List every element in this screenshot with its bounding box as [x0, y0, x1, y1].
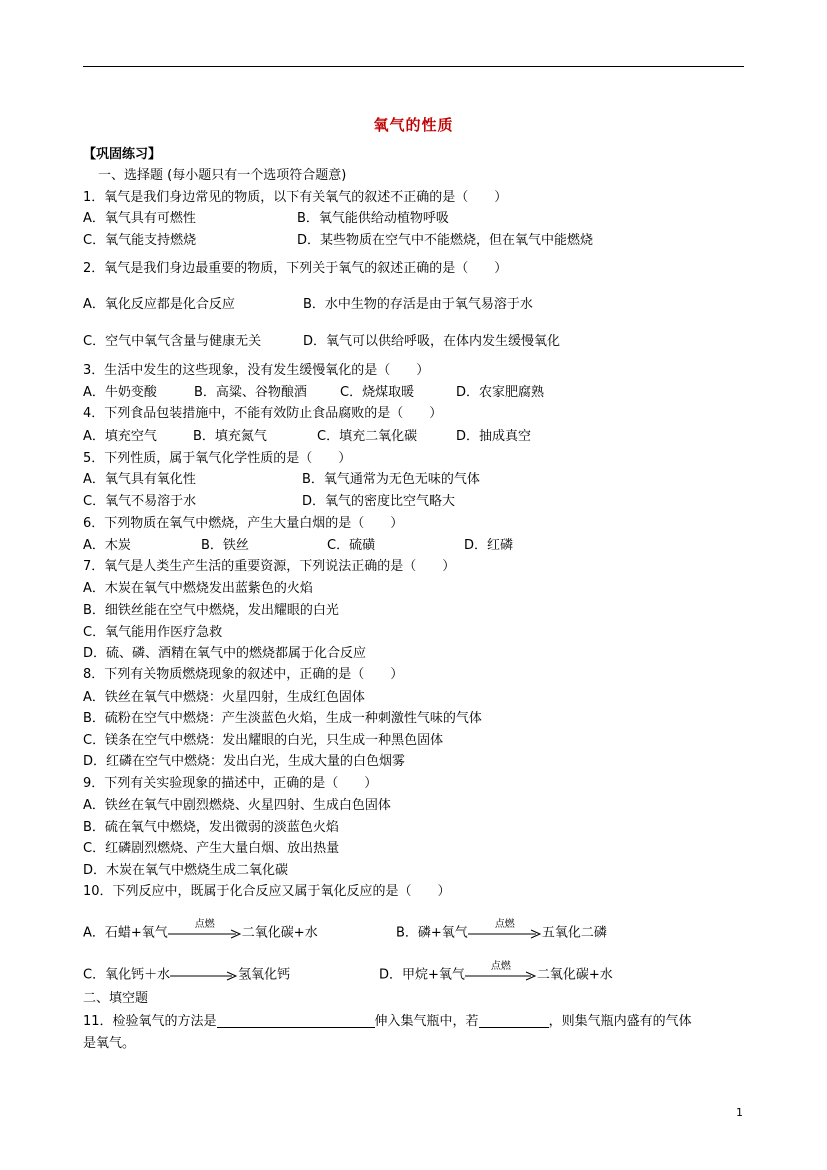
arrow-icon: [170, 966, 238, 984]
question-11-line2: 是氧气。: [83, 1036, 136, 1051]
question-3-option-c: C．烧煤取暖: [340, 385, 415, 400]
question-2-option-d: D．氧气可以供给呼吸，在体内发生缓慢氧化: [303, 334, 561, 349]
question-8-option-d: D．红磷在空气中燃烧：发出白光，生成大量的白色烟雾: [83, 754, 406, 769]
page-title: 氧气的性质: [373, 116, 454, 134]
reaction-arrow-d: [465, 961, 537, 984]
question-8-option-c: C．镁条在空气中燃烧：发出耀眼的白光，只生成一种黑色固体: [83, 733, 444, 748]
question-6-option-a: A．木炭: [83, 538, 131, 553]
question-9-option-d: D．木炭在氧气中燃烧生成二氧化碳: [83, 863, 289, 878]
question-5-option-c: C．氧气不易溶于水: [83, 494, 197, 509]
products-b: 五氧化二磷: [541, 925, 607, 941]
header-rule: [83, 66, 744, 67]
question-6-stem: 6．下列物质在氧气中燃烧，产生大量白烟的是（ ）: [83, 516, 404, 531]
question-4-option-c: C．填充二氧化碳: [317, 429, 418, 444]
question-2-option-c: C．空气中氧气含量与健康无关: [83, 334, 262, 349]
reaction-arrow-c: [170, 966, 238, 984]
question-6-option-c: C．硫磺: [327, 538, 376, 553]
reactants-d: D．甲烷+氧气: [379, 967, 465, 983]
question-5-option-a: A．氧气具有氧化性: [83, 472, 196, 487]
condition-label-d: 点燃: [490, 961, 511, 972]
question-4-option-d: D．抽成真空: [456, 429, 532, 444]
question-1-option-c: C．氧气能支持燃烧: [83, 233, 197, 248]
question-2-option-a: A．氧化反应都是化合反应: [83, 297, 235, 312]
question-5-option-d: D．氧气的密度比空气略大: [302, 494, 456, 509]
question-9-stem: 9．下列有关实验现象的描述中，正确的是（ ）: [83, 776, 378, 791]
question-11-post: ，则集气瓶内盛有的气体: [548, 1014, 692, 1029]
question-6-option-d: D．红磷: [464, 538, 514, 553]
question-10-option-a: [83, 919, 318, 943]
condition-label-a: 点燃: [194, 919, 215, 930]
answer-blank-2[interactable]: [479, 1013, 549, 1028]
reaction-arrow-a: [168, 919, 242, 942]
question-3-stem: 3．生活中发生的这些现象，没有发生缓慢氧化的是（ ）: [83, 363, 430, 378]
question-8-stem: 8．下列有关物质燃烧现象的叙述中，正确的是（ ）: [83, 667, 404, 682]
question-3-option-d: D．农家肥腐熟: [456, 385, 545, 400]
question-10-option-c: [83, 966, 290, 985]
question-10-option-d: [379, 961, 613, 985]
condition-label-b: 点燃: [494, 919, 515, 930]
question-8-option-a: A．铁丝在氧气中燃烧：火星四射，生成红色固体: [83, 690, 365, 705]
question-3-option-b: B．高粱、谷物酿酒: [194, 385, 307, 400]
question-11-mid: 伸入集气瓶中，若: [374, 1014, 479, 1029]
part-heading-fill: 二、填空题: [83, 991, 149, 1006]
reaction-arrow-b: [468, 919, 542, 942]
section-heading: 【巩固练习】: [83, 147, 162, 162]
reactants-b: B．磷+氧气: [396, 925, 468, 941]
part-heading-choice: 一、选择题 (每小题只有一个选项符合题意): [98, 168, 347, 183]
reactants-c: C．氧化钙＋水: [83, 967, 171, 983]
question-1-option-a: A．氧气具有可燃性: [83, 211, 196, 226]
question-7-option-a: A．木炭在氧气中燃烧发出蓝紫色的火焰: [83, 581, 313, 596]
question-2-stem: 2．氧气是我们身边最重要的物质，下列关于氧气的叙述正确的是（ ）: [83, 261, 508, 276]
question-9-option-c: C．红磷剧烈燃烧、产生大量白烟、放出热量: [83, 841, 340, 856]
page-number: 1: [736, 1106, 743, 1119]
products-c: 氢氧化钙: [238, 967, 291, 983]
question-9-option-b: B．硫在氧气中燃烧，发出微弱的淡蓝色火焰: [83, 820, 339, 835]
question-5-stem: 5．下列性质，属于氧气化学性质的是（ ）: [83, 451, 352, 466]
question-7-option-d: D．硫、磷、酒精在氧气中的燃烧都属于化合反应: [83, 646, 367, 661]
question-1-option-d: D．某些物质在空气中不能燃烧，但在氧气中能燃烧: [297, 233, 594, 248]
question-7-stem: 7．氧气是人类生产生活的重要资源，下列说法正确的是（ ）: [83, 559, 456, 574]
question-9-option-a: A．铁丝在氧气中剧烈燃烧、火星四射、生成白色固体: [83, 798, 391, 813]
question-7-option-c: C．氧气能用作医疗急救: [83, 625, 223, 640]
question-11-pre: 11．检验氧气的方法是: [83, 1014, 217, 1029]
question-4-stem: 4．下列食品包装措施中，不能有效防止食品腐败的是（ ）: [83, 406, 443, 421]
question-5-option-b: B．氧气通常为无色无味的气体: [302, 472, 480, 487]
reactants-a: A．石蜡+氧气: [83, 925, 168, 941]
question-8-option-b: B．硫粉在空气中燃烧：产生淡蓝色火焰，生成一种刺激性气味的气体: [83, 711, 482, 726]
question-10-stem: 10．下列反应中，既属于化合反应又属于氧化反应的是（ ）: [83, 884, 451, 899]
question-1-option-b: B．氧气能供给动植物呼吸: [297, 211, 449, 226]
question-2-option-b: B．水中生物的存活是由于氧气易溶于水: [303, 297, 533, 312]
question-3-option-a: A．牛奶变酸: [83, 385, 157, 400]
answer-blank-1[interactable]: [217, 1013, 375, 1028]
question-4-option-b: B．填充氮气: [193, 429, 267, 444]
question-1-stem: 1．氧气是我们身边常见的物质，以下有关氧气的叙述不正确的是（ ）: [83, 190, 508, 205]
question-10-option-b: [396, 919, 607, 943]
products-d: 二氧化碳+水: [536, 967, 613, 983]
question-6-option-b: B．铁丝: [201, 538, 249, 553]
question-11-line1: [83, 1013, 692, 1031]
products-a: 二氧化碳+水: [241, 925, 318, 941]
question-7-option-b: B．细铁丝能在空气中燃烧，发出耀眼的白光: [83, 603, 339, 618]
question-4-option-a: A．填充空气: [83, 429, 157, 444]
